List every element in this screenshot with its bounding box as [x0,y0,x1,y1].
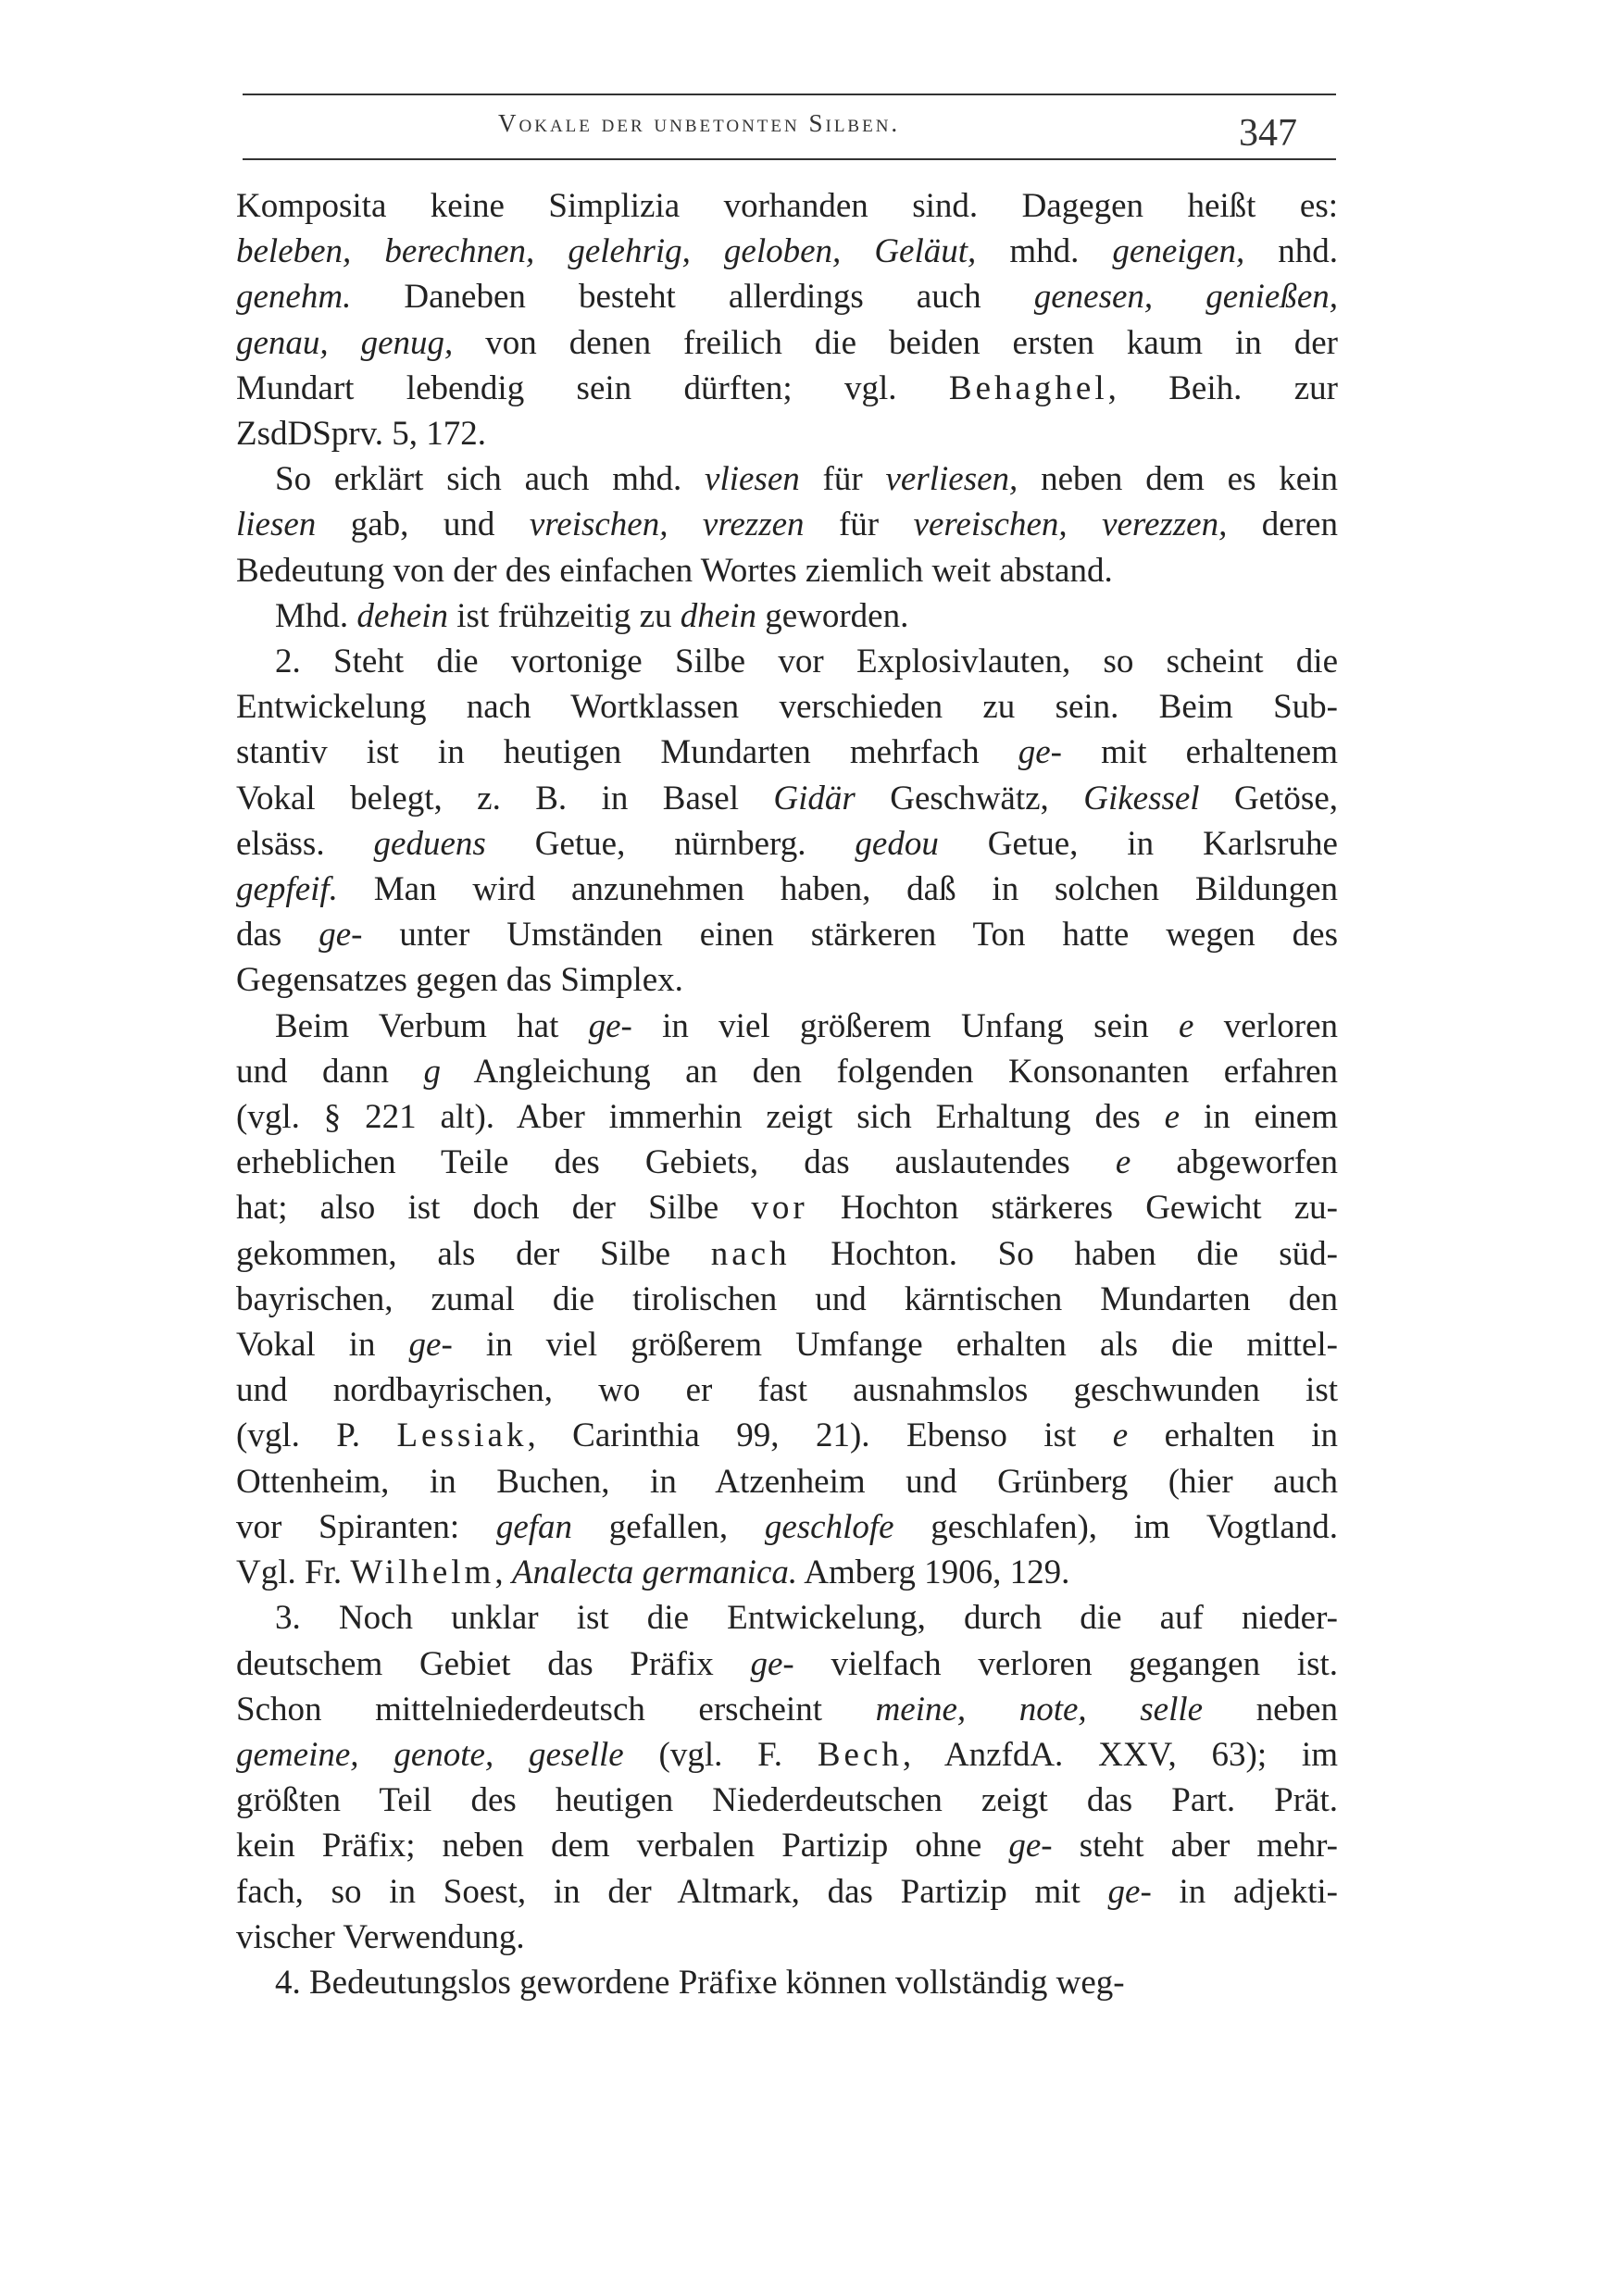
italic-term: meine, note, selle [875,1690,1204,1728]
text-line [236,229,1338,274]
text-run: Hochton stärkeres Gewicht zu- [807,1189,1338,1228]
text-run: Ottenheim, in Buchen, in Atzenheim und Grünberg (hier auch [236,1462,1338,1501]
text-run: 3. Noch unklar ist die Entwickelung, durch die auf nieder- [275,1599,1338,1638]
text-line [236,1277,1338,1322]
text-line [236,639,1338,684]
text-line [236,821,1338,867]
text-run: Vgl. Fr. [236,1554,351,1592]
italic-term: ge- [1008,1827,1053,1866]
italic-term: genau, genug, [236,323,454,362]
text-run: , AnzfdA. XXV, 63); im [902,1735,1338,1774]
italic-term: e [1164,1098,1181,1137]
text-run: steht aber mehr- [1052,1827,1339,1866]
italic-term: gepfeif. [236,870,338,909]
text-line [236,1004,1338,1049]
text-run: fach, so in Soest, in der Altmark, das Partizip mit [236,1872,1108,1911]
italic-term: geneigen, [1112,232,1245,271]
italic-term: gemeine, genote, geselle [236,1735,624,1774]
text-line [236,957,1338,1003]
text-run: Amberg 1906, 129. [797,1554,1070,1592]
italic-term: e [1112,1416,1129,1455]
text-run: vor Spiranten: [236,1507,496,1546]
text-run: deren [1227,505,1338,544]
text-line [236,1459,1338,1504]
text-line [236,912,1338,957]
text-run: von denen freilich die beiden ersten kaum in der [453,323,1338,362]
text-line [236,1504,1338,1550]
text-line [236,1732,1338,1778]
text-run: hat; also ist doch der Silbe [236,1189,752,1228]
spaced-name: Lessiak [396,1416,528,1455]
text-run: und nordbayrischen, wo er fast ausnahmslos geschwunden ist [236,1371,1338,1410]
text-run: deutschem Gebiet das Präfix [236,1644,751,1683]
text-run: stantiv ist in heutigen Mundarten mehrfach [236,733,1018,772]
text-line [236,1094,1338,1140]
paragraph-5 [236,1595,1338,1960]
text-run: Beim Verbum hat [275,1006,589,1045]
text-run: verloren [1193,1006,1338,1045]
text-line [236,1049,1338,1094]
text-run: Gegensatzes gegen das Simplex. [236,961,683,1000]
text-run: mit erhaltenem [1062,733,1338,772]
text-line [236,730,1338,775]
body-text [236,183,1338,2005]
text-line [236,1778,1338,1823]
italic-term: geschlofe [764,1507,894,1546]
paragraph-4 [236,1004,1338,1596]
text-run: für [804,505,914,544]
header-rule-bottom [243,158,1336,160]
text-line [236,1550,1338,1595]
italic-term: beleben, berechnen, gelehrig, geloben, Geläut, [236,232,977,271]
text-run: ZsdDSprv. 5, 172. [236,415,486,454]
text-run: nhd. [1244,232,1338,271]
text-run: geschlafen), im Vogtland. [893,1507,1338,1546]
paragraph-1 [236,456,1338,593]
text-run: Vokal in [236,1326,409,1365]
text-run: in einem [1180,1098,1339,1137]
text-run: gab, und [316,505,530,544]
text-run: und dann [236,1052,424,1091]
text-run: Schon mittelniederdeutsch erscheint [236,1690,876,1728]
italic-term: ge- [319,916,363,955]
text-line [236,502,1338,547]
text-run: das [236,916,319,955]
text-run: , [494,1554,512,1592]
italic-term: ge- [588,1006,632,1045]
text-line [236,684,1338,730]
text-run: erheblichen Teile des Gebiets, das auslautendes [236,1143,1116,1182]
text-run: So erklärt sich auch mhd. [275,460,706,499]
text-line [236,1185,1338,1230]
text-run: größten Teil des heutigen Niederdeutschen zeigt das Part. Prät. [236,1781,1338,1820]
text-line [236,366,1338,411]
text-run: , Carinthia 99, 21). Ebenso ist [527,1416,1113,1455]
text-line [236,593,1338,639]
text-line [236,1231,1338,1277]
italic-term: dehein [356,596,449,635]
text-line [236,776,1338,821]
text-run: (vgl. F. [623,1735,818,1774]
italic-term: e [1115,1143,1131,1182]
text-run: 4. Bedeutungslos gewordene Präfixe können vollständig weg- [275,1963,1125,2002]
text-line [236,1595,1338,1641]
text-run: Getue, nürnberg. [485,824,856,863]
text-line [236,1869,1338,1915]
text-line [236,274,1338,319]
text-run: abgeworfen [1131,1143,1338,1182]
italic-term: vreischen, vrezzen [529,505,805,544]
text-run: (vgl. P. [236,1416,397,1455]
text-run: elsäss. [236,824,374,863]
text-run: für [799,460,886,499]
text-run: Geschwätz, [855,779,1084,817]
italic-term: Gidär [773,779,856,817]
text-run: Bedeutung von der des einfachen Wortes ziemlich weit abstand. [236,551,1113,590]
text-run: Mundart lebendig sein dürften; vgl. [236,368,949,407]
text-run: 2. Steht die vortonige Silbe vor Explosivlauten, so scheint die [275,643,1338,681]
text-line [236,456,1338,502]
italic-term: verliesen, [885,460,1018,499]
text-run: Hochton. So haben die süd- [790,1234,1338,1273]
spaced-name: Wilhelm [350,1554,495,1592]
italic-term: Gikessel [1083,779,1200,817]
text-run: erhalten in [1128,1416,1338,1455]
paragraph-6 [236,1960,1338,2005]
text-run: (vgl. § 221 alt). Aber immerhin zeigt sich Erhaltung des [236,1098,1165,1137]
text-line [236,1322,1338,1367]
text-run: Vokal belegt, z. B. in Basel [236,779,774,817]
spaced-name: vor [751,1189,808,1228]
paragraph-3 [236,639,1338,1004]
text-run: Angleichung an den folgenden Konsonanten erfahren [440,1052,1338,1091]
italic-term: vereischen, verezzen, [913,505,1228,544]
italic-term: ge- [750,1644,794,1683]
text-run: Daneben besteht allerdings auch [351,278,1034,317]
text-line [236,1367,1338,1413]
italic-term: dhein [680,596,756,635]
text-run: geworden. [756,596,909,635]
text-run: Komposita keine Simplizia vorhanden sind. Dagegen heißt es: [236,187,1338,225]
text-run: in viel größerem Umfange erhalten als die mittel- [452,1326,1338,1365]
text-line [236,411,1338,456]
text-line [236,548,1338,593]
italic-term: liesen [236,505,317,544]
text-run: ist frühzeitig zu [448,596,681,635]
text-line [236,1915,1338,1960]
page-number: 347 [1239,112,1297,155]
italic-term: gefan [495,1507,573,1546]
text-run: Mhd. [275,596,357,635]
spaced-name: Behaghel [948,368,1108,407]
text-run: Entwickelung nach Wortklassen verschieden zu sein. Beim Sub- [236,688,1338,727]
text-line [236,1687,1338,1732]
spaced-name: Bech [817,1735,903,1774]
text-line [236,1140,1338,1185]
text-run: in adjekti- [1151,1872,1338,1911]
text-line [236,1413,1338,1458]
text-run: gefallen, [572,1507,765,1546]
text-run: gekommen, als der Silbe [236,1234,711,1273]
running-head: Vokale der unbetonten Silben. [498,109,901,137]
text-line [236,183,1338,229]
paragraph-2 [236,593,1338,639]
italic-term: e [1179,1006,1194,1045]
italic-term: ge- [1107,1872,1152,1911]
text-line [236,1641,1338,1687]
italic-term: genehm. [236,278,352,317]
text-line [236,1823,1338,1868]
italic-term: ge- [1018,733,1062,772]
text-run: Man wird anzunehmen haben, daß in solchen Bildungen [337,870,1338,909]
text-run: neben [1203,1690,1338,1728]
text-run: kein Präfix; neben dem verbalen Partizip ohne [236,1827,1009,1866]
text-run: vielfach verloren gegangen ist. [793,1644,1339,1683]
text-run: Getue, in Karlsruhe [938,824,1338,863]
text-run: bayrischen, zumal die tirolischen und kärntischen Mundarten den [236,1279,1338,1318]
italic-term: vliesen [705,460,800,499]
text-run: neben dem es kein [1018,460,1338,499]
text-line [236,320,1338,366]
text-run: Getöse, [1199,779,1339,817]
text-run: unter Umständen einen stärkeren Ton hatte wegen des [362,916,1338,955]
italic-term: ge- [408,1326,453,1365]
paragraph-0 [236,183,1338,456]
text-run: vischer Verwendung. [236,1917,525,1956]
text-line [236,1960,1338,2005]
text-run: in viel größerem Unfang sein [631,1006,1180,1045]
spaced-name: nach [710,1234,791,1273]
header-rule-top [243,94,1336,95]
text-run: mhd. [976,232,1113,271]
text-run: , Beih. zur [1107,368,1338,407]
italic-term: g [423,1052,441,1091]
italic-term: Analecta germanica. [511,1554,798,1592]
italic-term: gedou [855,824,939,863]
italic-term: geduens [373,824,486,863]
text-line [236,867,1338,912]
italic-term: genesen, genießen, [1033,278,1338,317]
